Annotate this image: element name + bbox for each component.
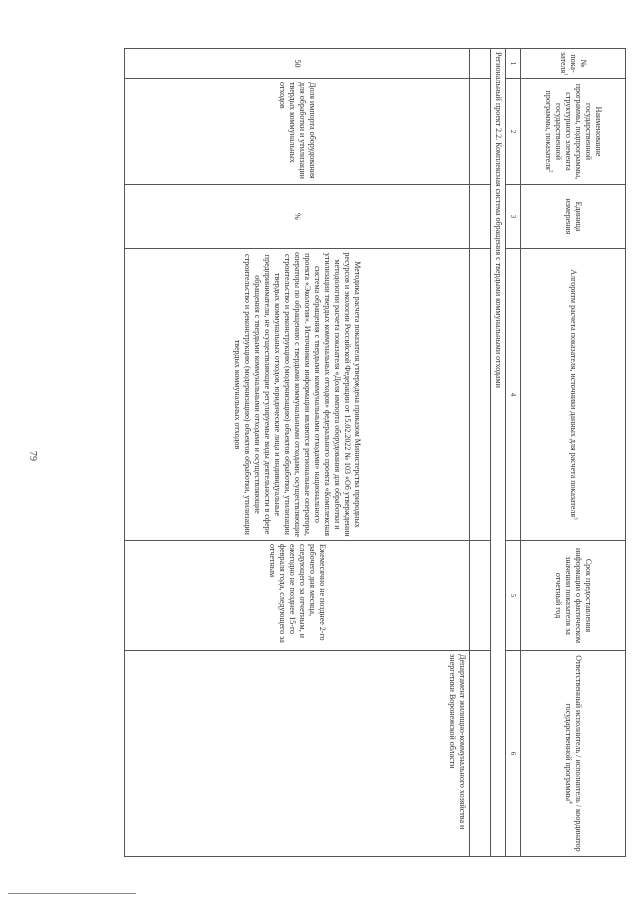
column-number: 6 (506, 651, 521, 857)
row-responsible: Департамент жилищно-коммунального хозяйства и энергетики Воронежской области (125, 651, 470, 857)
column-number: 1 (506, 49, 521, 79)
header-responsible: Ответственный исполнитель / исполнитель / координатор государственной программы$^4$ (521, 651, 626, 857)
row-unit: % (125, 185, 470, 249)
table-header-row (521, 49, 626, 857)
indicators-table (124, 48, 626, 857)
column-number: 2 (506, 79, 521, 185)
header-indicator-number: № пока-зателя$^1$ (521, 49, 626, 79)
column-number: 5 (506, 541, 521, 651)
rotated-table-sheet (86, 48, 626, 856)
empty-cell (470, 249, 491, 541)
empty-cell (470, 49, 491, 79)
row-number: 50 (125, 49, 470, 79)
header-indicator-name: Наименование государственной программы, подпрограммы, структурного элемента государственной программы, показателя$^2$ (521, 79, 626, 185)
spacer-row (470, 49, 491, 857)
page-number: 79 (27, 451, 38, 461)
column-number: 4 (506, 249, 521, 541)
empty-cell (470, 185, 491, 249)
header-unit: Единица измерения (521, 185, 626, 249)
footnote-divider (8, 893, 136, 894)
row-deadline: Ежемесячно не позднее 2-го рабочего дня месяца, следующего за отчетным, и ежегодно не позднее 15-го февраля года, следующего за отчетным (125, 541, 470, 651)
row-indicator-name: Доля импорта оборудования для обработки и утилизации твердых коммунальных отходов (125, 79, 470, 185)
column-number-row (506, 49, 521, 857)
section-row (491, 49, 506, 857)
table-row (125, 49, 470, 857)
header-deadline: Срок предоставления информации о фактическом значении показателя за отчетный год (521, 541, 626, 651)
section-title: Региональный проект 2.2. Комплексная система обращения с твердыми коммунальными отходами (491, 49, 506, 857)
column-number: 3 (506, 185, 521, 249)
header-algorithm: Алгоритм расчета показателя, источники данных для расчета показателя$^3$ (521, 249, 626, 541)
empty-cell (470, 541, 491, 651)
row-algorithm: Методика расчета показателя утверждена приказом Министерства природных ресурсов и экологии Российской Федерации от 15.02.2022 № 103 «Об утверждении методологии расчета показателя «Доля импорта оборудования для обработки и утилизации твердых коммунальных отходов» федерального проекта «Комплексная система обращения с твердыми коммунальными отходами» национального проекта «Экология». Источником информации являются региональные операторы, операторы по обращению с твердыми коммунальными отходами, осуществляющие строительство и реконструкцию (модернизацию) объектов обработки, утилизации твердых коммунальных отходов, юридические лица и индивидуальные предприниматели, не осуществляющие регулируемые виды деятельности в сфере обращения с твердыми коммунальными отходами и осуществляющие строительство и реконструкцию (модернизацию) объектов обработки, утилизации твердых коммунальных отходов (125, 249, 470, 541)
empty-cell (470, 79, 491, 185)
empty-cell (470, 651, 491, 857)
